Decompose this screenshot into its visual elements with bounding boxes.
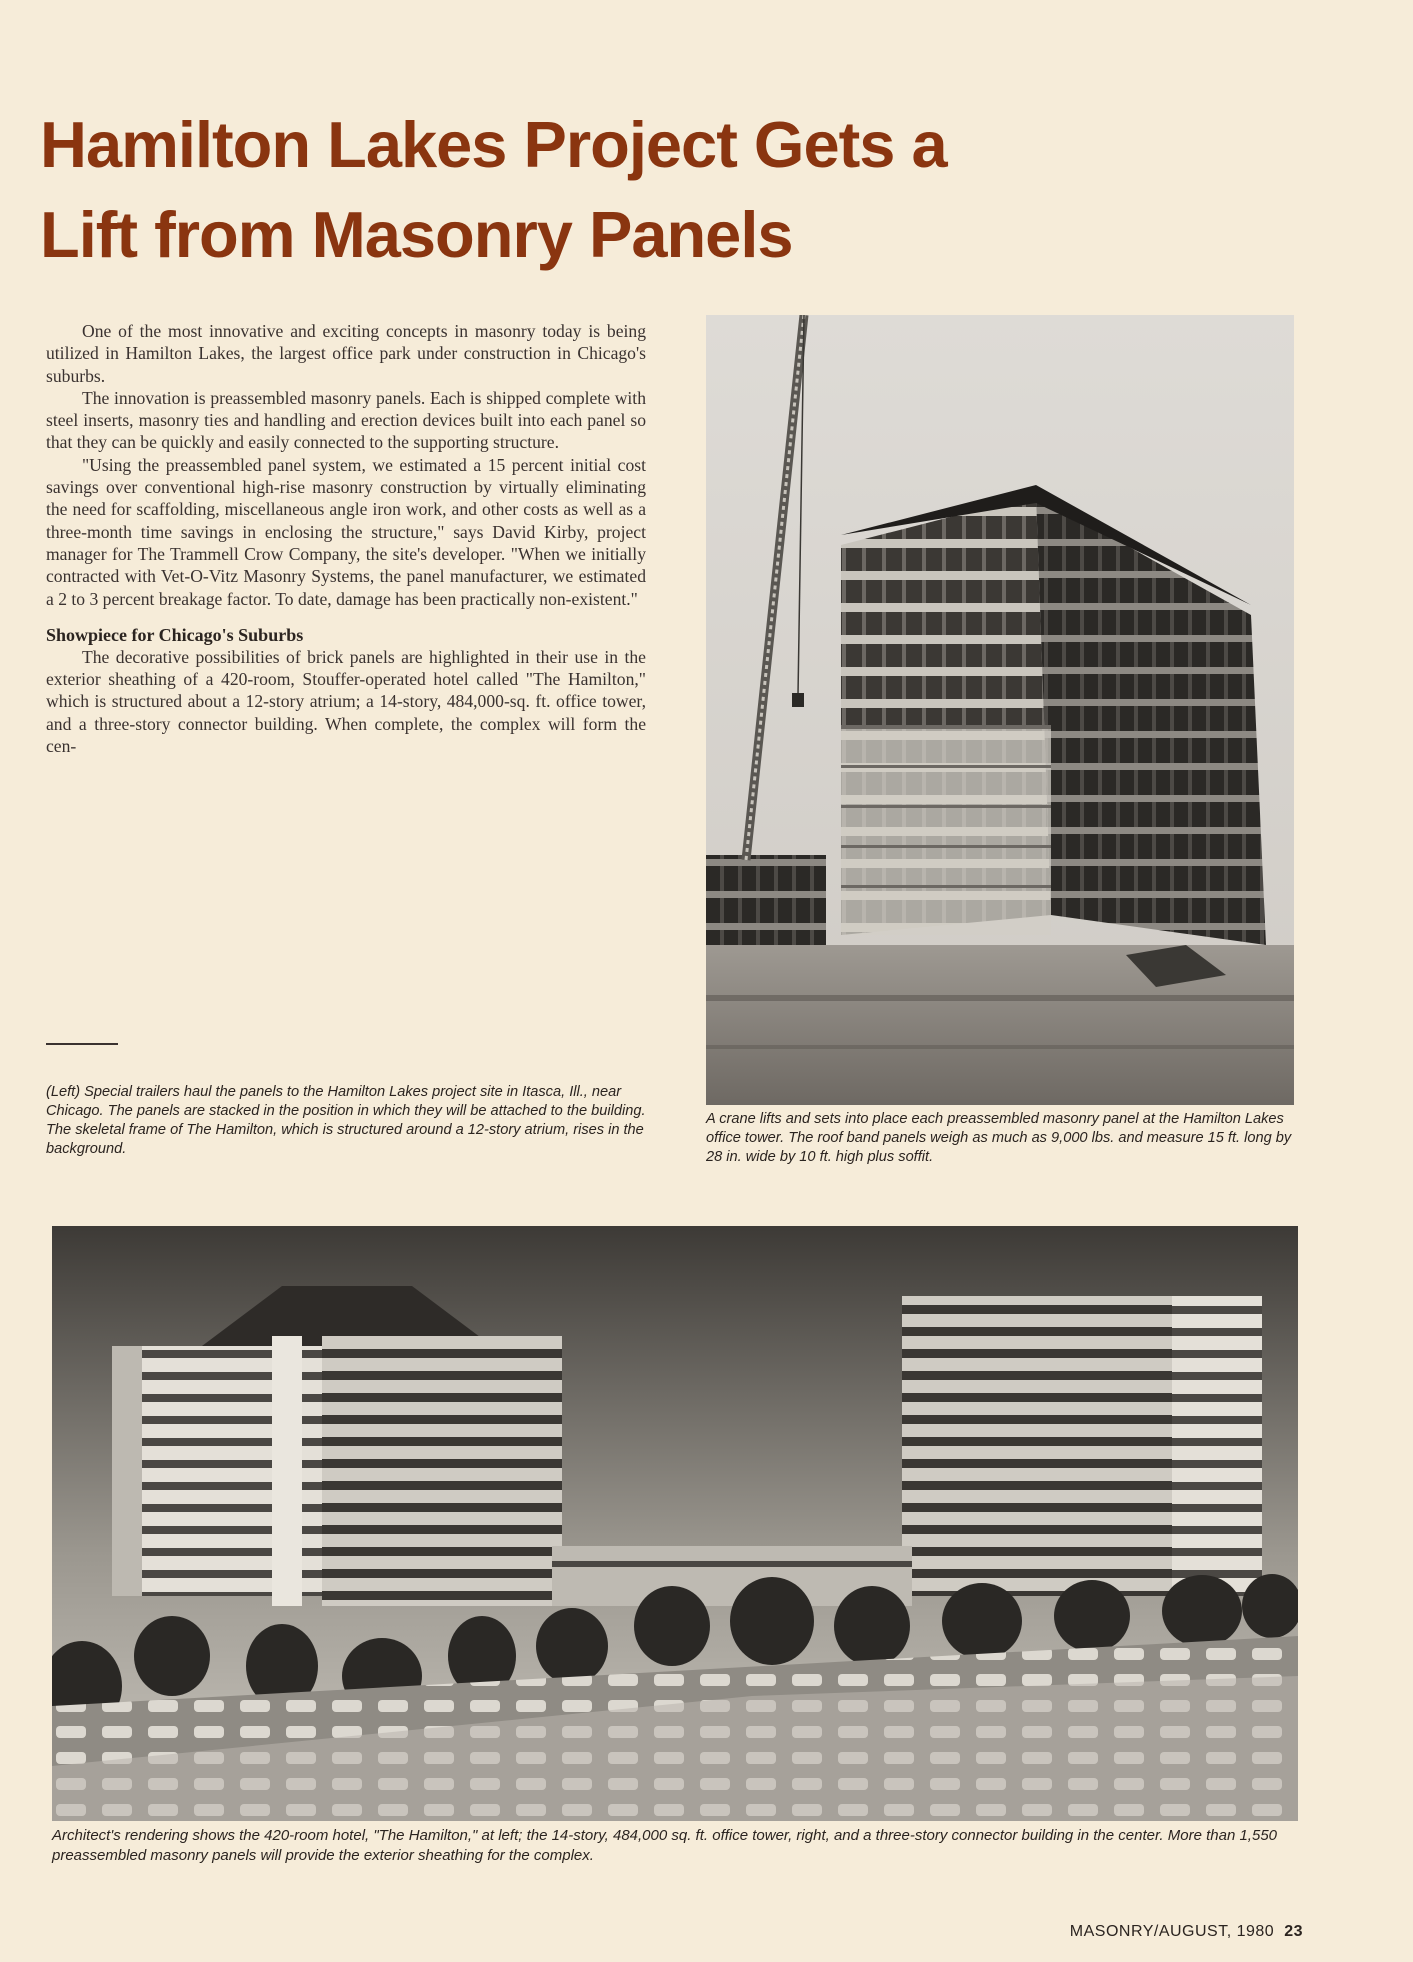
crane-photo — [706, 315, 1294, 1105]
rendering-photo — [52, 1226, 1298, 1821]
caption-divider — [46, 1043, 118, 1045]
rendering-illustration — [52, 1226, 1298, 1821]
caption-left: (Left) Special trailers haul the panels to the Hamilton Lakes project site in Itasca, Ill., near Chicago. The panels are stacked in the position in which they will be attached to the building. The skeletal frame of The Hamilton, which is structured around a 12-story atrium, rises in the background. — [46, 1084, 646, 1157]
paragraph-3: "Using the preassembled panel system, we estimated a 15 percent initial cost savings over conventional high-rise masonry construction by virtually eliminating the need for scaffolding, miscellaneous angle iron work, and other costs as well as a three-month time savings in enclosing the structure," says David Kirby, project manager for The Trammell Crow Company, the site's developer. "When we initially contracted with Vet-O-Vitz Masonry Systems, the panel manufacturer, we estimated a 2 to 3 percent breakage factor. To date, damage has been practically non-existent." — [46, 454, 646, 609]
title-line-1: Hamilton Lakes Project Gets a — [40, 108, 947, 181]
paragraph-2: The innovation is preassembled masonry panels. Each is shipped complete with steel inserts, masonry ties and handling and erection devices built into each panel so that they can be quickly and easily connected to the supporting structure. — [46, 387, 646, 453]
paragraph-1: One of the most innovative and exciting concepts in masonry today is being utilized in Hamilton Lakes, the largest office park under construction in Chicago's suburbs. — [46, 321, 646, 386]
title-line-2: Lift from Masonry Panels — [40, 198, 793, 271]
publication-line: MASONRY/AUGUST, 1980 — [1069, 1923, 1275, 1940]
subheading: Showpiece for Chicago's Suburbs — [46, 624, 304, 645]
page-number: 23 — [1284, 1923, 1303, 1940]
crane-photo-illustration — [706, 315, 1294, 1105]
page-footer — [1070, 1923, 1303, 1941]
paragraph-4: The decorative possibilities of brick panels are highlighted in their use in the exterior sheathing of a 420-room, Stouffer-operated hotel called "The Hamilton," which is structured about a 12-story atrium; a 14-story, 484,000-sq. ft. office tower, and a three-story connector building. When complete, the complex will form the cen- — [46, 646, 646, 757]
article-body — [46, 320, 646, 757]
article-title — [40, 100, 1100, 280]
caption-bottom: Architect's rendering shows the 420-room hotel, "The Hamilton," at left; the 14-story, 484,000 sq. ft. office tower, right, and a three-story connector building in the center. More than 1,550 preassembled masonry panels will provide the exterior sheathing for the complex. — [52, 1827, 1277, 1864]
caption-right: A crane lifts and sets into place each preassembled masonry panel at the Hamilton Lakes office tower. The roof band panels weigh as much as 9,000 lbs. and measure 15 ft. long by 28 in. wide by 10 ft. high plus soffit. — [706, 1111, 1292, 1165]
